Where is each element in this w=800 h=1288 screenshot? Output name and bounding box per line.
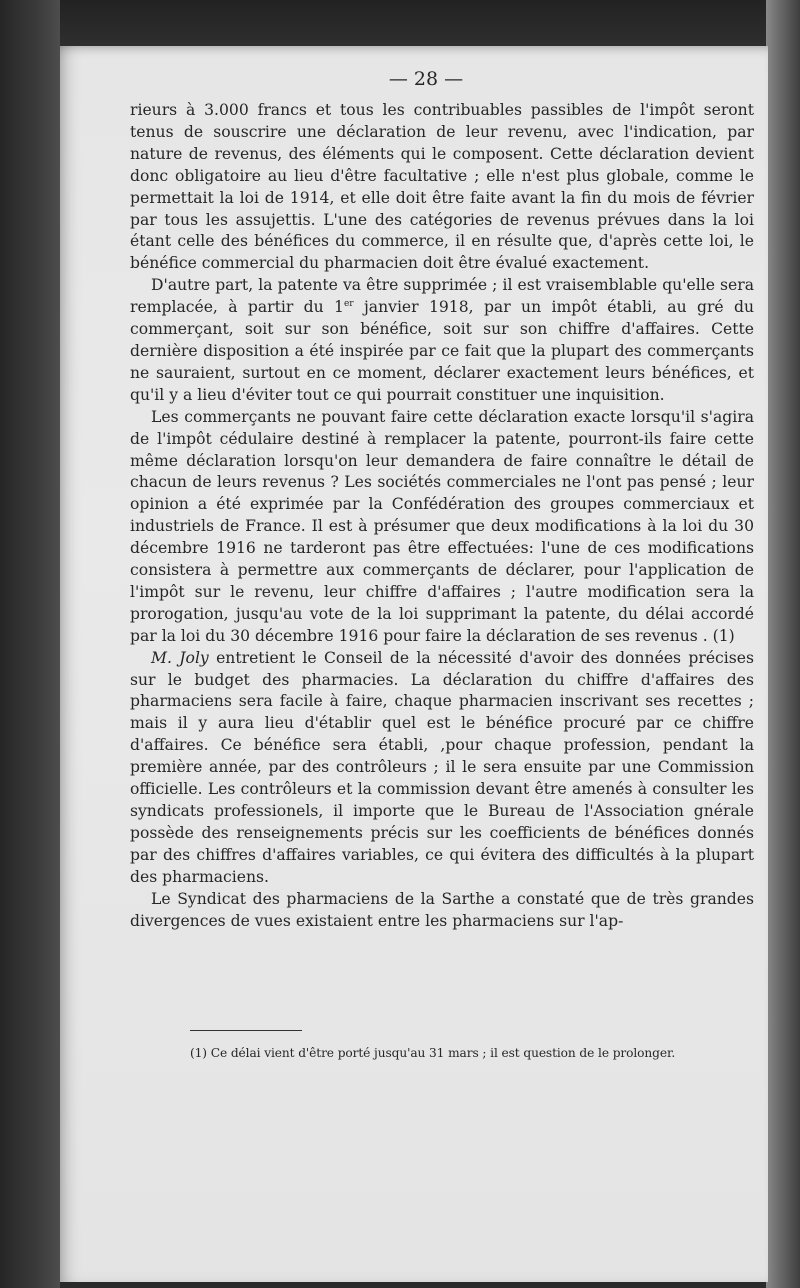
paragraph-joly — [130, 648, 754, 889]
paragraph-patente — [130, 275, 754, 406]
paragraph-patente-start: D'autre part, la patente va être supprimée ; il est vraisemblable qu'elle sera remplacée, à partir du 1 — [130, 276, 754, 317]
footnote: (1) Ce délai vient d'être porté jusqu'au 31 mars ; il est question de le prolonger. — [190, 1046, 676, 1060]
ordinal-superscript: er — [343, 298, 354, 309]
paragraph-continuation: rieurs à 3.000 francs et tous les contribuables passibles de l'impôt seront tenus de souscrire une déclaration de leur revenu, avec l'indication, par nature de revenus, des éléments qui le composent. Cette déclaration devient donc obligatoire au lieu d'être facultative ; elle n'est plus globale, comme le permettait la loi de 1914, et elle doit être faite avant la fin du mois de février par tous les assujettis. L'une des catégories de revenus prévues dans la loi étant celle des bénéfices du commerce, il en résulte que, d'après cette loi, le bénéfice commercial du pharmacien doit être évalué exactement. — [130, 101, 754, 273]
speaker-name: M. Joly — [151, 648, 209, 667]
scan-border-top — [0, 0, 800, 48]
paragraph-commercants: Les commerçants ne pouvant faire cette déclaration exacte lorsqu'il s'agira de l'impôt cédulaire destiné à remplacer la patente, pourront-ils faire cette même déclaration lorsqu'on leur demandera de faire connaître le détail de chacun de leurs revenus ? Les sociétés commerciales ne l'ont pas pensé ; leur opinion a été exprimée par la Confédération des groupes commerciaux et industriels de France. Il est à présumer que deux modifications à la loi du 30 décembre 1916 ne tarderont pas être effectuées: l'une de ces modifications consistera à permettre aux commerçants de déclarer, pour l'application de l'impôt sur le revenu, leur chiffre d'affaires ; l'autre modification sera la prorogation, jusqu'au vote de la loi supprimant la patente, du délai accordé par la loi du 30 décembre 1916 pour faire la déclaration de ses revenus . (1) — [130, 407, 754, 645]
paragraph-sarthe: Le Syndicat des pharmaciens de la Sarthe a constaté que de très grandes divergences de vues existaient entre les pharmaciens sur l'ap- — [130, 889, 754, 930]
paragraph-joly-text: entretient le Conseil de la nécessité d'avoir des données précises sur le budget des pharmacies. La déclaration du chiffre d'affaires des pharmaciens sera facile à faire, chaque pharmacien inscrivant ses recettes ; mais il y aura lieu d'établir quel est le bénéfice procuré par ce chiffre d'affaires. Ce bénéfice sera établi, ,pour chaque profession, pendant la première année, par des contrôleurs ; il le sera ensuite par une Commission officielle. Les contrôleurs et la commission devant être amenés à consulter les syndicats professionels, il importe que le Bureau de l'Association gnérale possède des renseignements précis sur les coefficients de bénéfices donnés par des chiffres d'affaires variables, ce qui évitera des difficultés à la plupart des pharmaciens. — [130, 648, 755, 886]
scan-border-left — [0, 0, 60, 1288]
body-text — [130, 100, 754, 932]
page-number: — 28 — — [388, 68, 464, 90]
footnote-divider — [190, 1030, 302, 1031]
paragraph-patente-end: janvier 1918, par un impôt établi, au gré du commerçant, soit sur son bénéfice, soit sur son chiffre d'affaires. Cette dernière disposition a été inspirée par ce fait que la plupart des commerçants ne sauraient, surtout en ce moment, déclarer exactement leurs bénéfices, et qu'il y a lieu d'éviter tout ce qui pourrait constituer une inquisition. — [130, 298, 754, 404]
scan-border-right — [766, 0, 800, 1288]
